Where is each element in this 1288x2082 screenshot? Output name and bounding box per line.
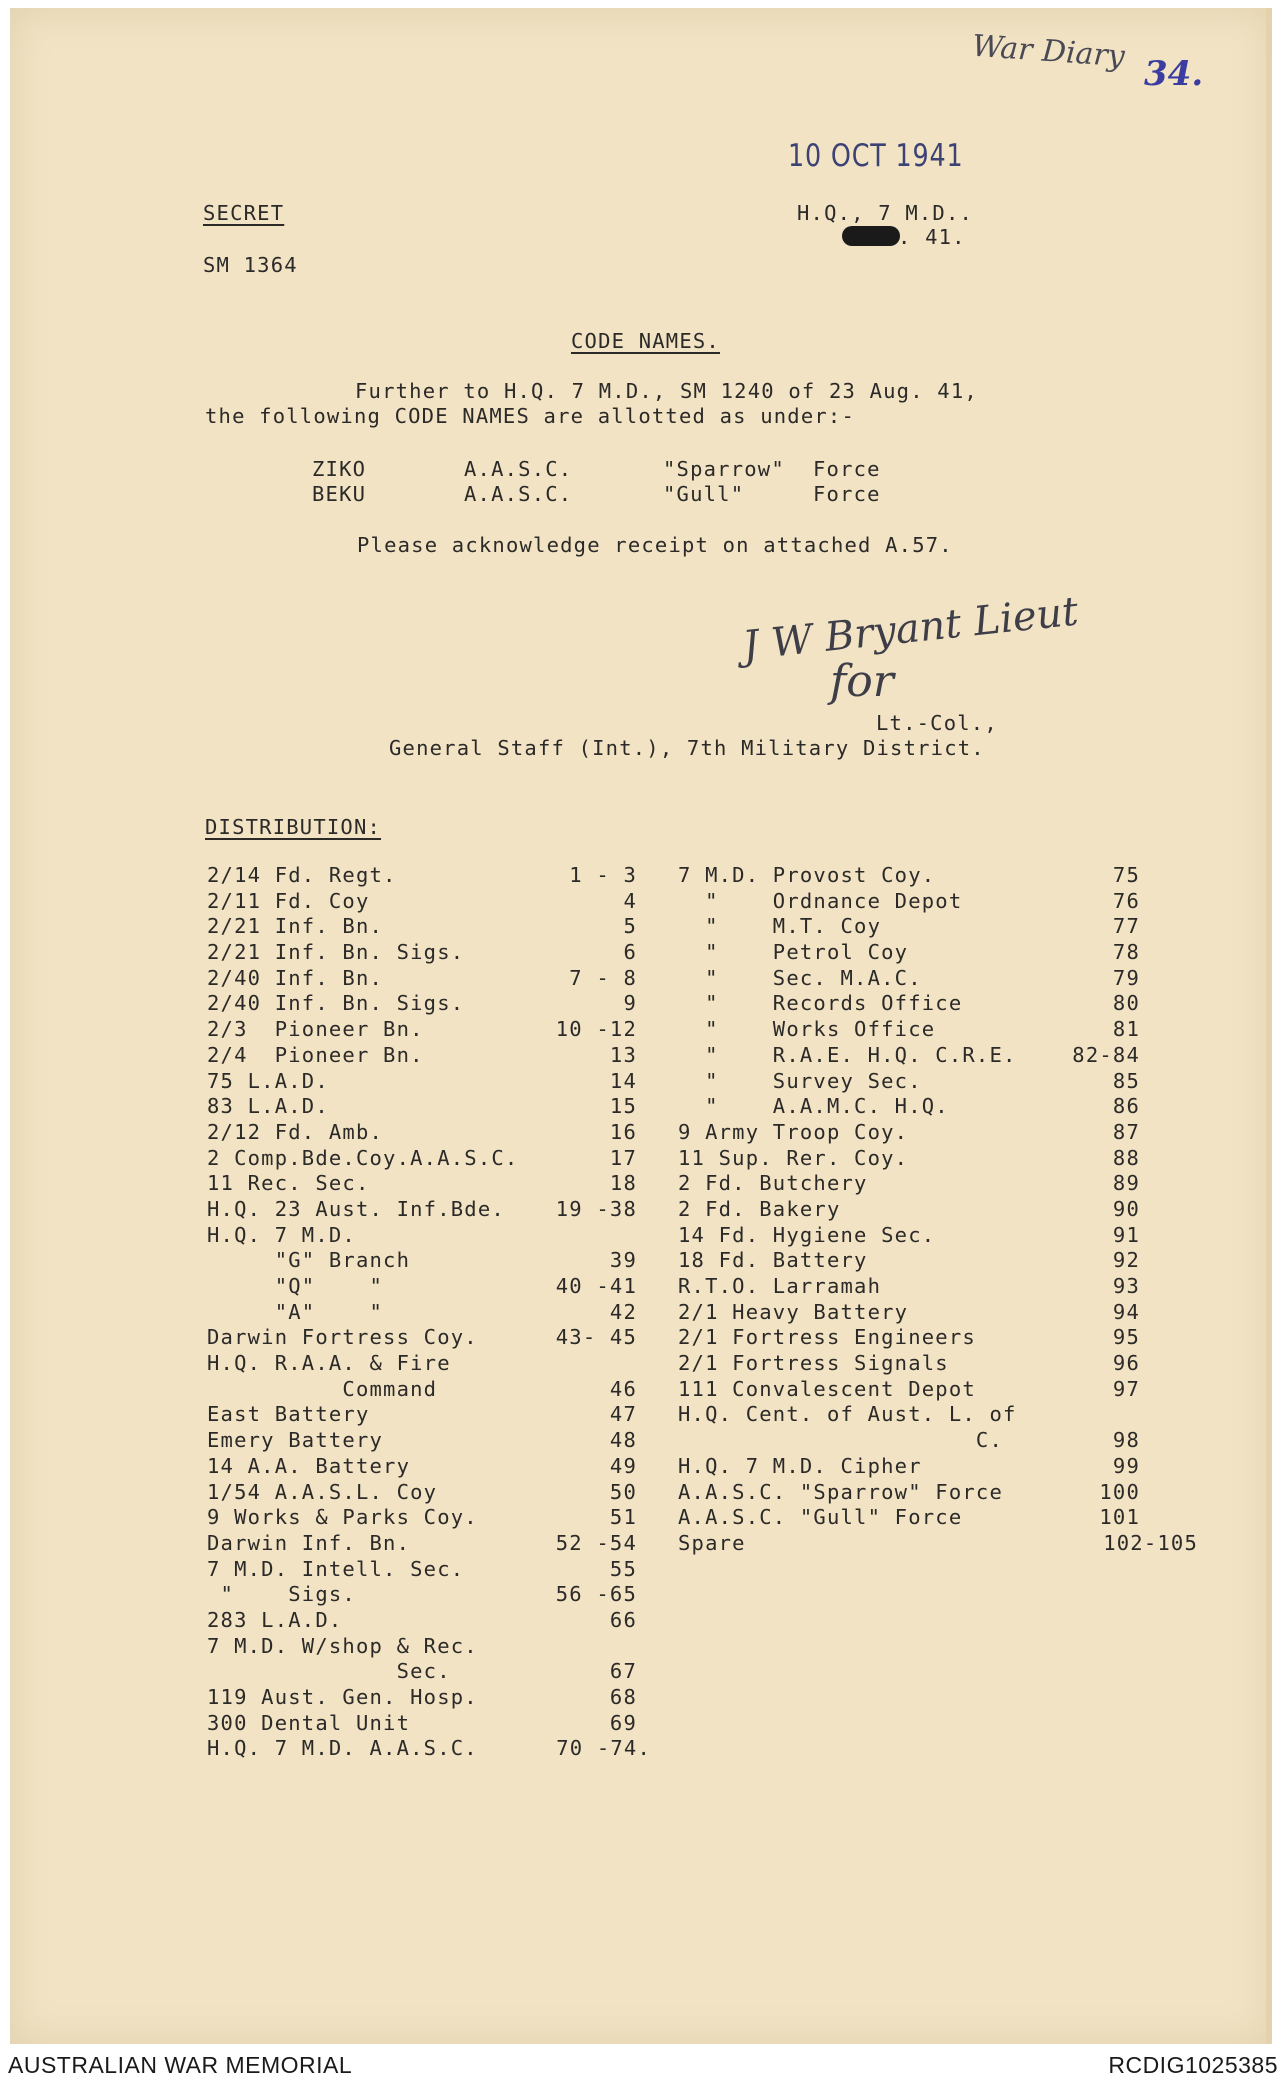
page-number: 34. — [1144, 54, 1204, 94]
code-name: ZIKO — [312, 457, 367, 481]
copy-number: 101 — [1099, 1505, 1140, 1530]
list-item — [678, 1479, 1198, 1505]
list-item — [207, 1735, 651, 1761]
list-item — [678, 1145, 1198, 1171]
code-force: "Sparrow" — [663, 457, 785, 481]
unit-name: " R.A.E. H.Q. C.R.E. — [678, 1042, 1017, 1067]
copy-number: 66 — [609, 1607, 637, 1632]
copy-number: 82-84 — [1072, 1042, 1140, 1067]
list-item — [207, 1119, 637, 1145]
signatory-rank: Lt.-Col., — [876, 711, 998, 735]
unit-name: " Sec. M.A.C. — [678, 965, 922, 990]
handwritten-for: for — [830, 656, 894, 707]
unit-name: 2/14 Fd. Regt. — [207, 863, 397, 887]
list-item — [207, 913, 637, 939]
archive-institution: AUSTRALIAN WAR MEMORIAL — [8, 2052, 353, 2078]
distribution-list-right — [678, 862, 1198, 1556]
list-item — [207, 1350, 637, 1376]
page-title: CODE NAMES. — [571, 329, 720, 353]
copy-number: 46 — [609, 1376, 637, 1401]
list-item — [678, 1222, 1198, 1248]
copy-number: 76 — [1112, 888, 1140, 913]
copy-number: 87 — [1112, 1119, 1140, 1144]
list-item — [678, 1016, 1198, 1042]
list-item — [207, 1556, 637, 1582]
list-item — [678, 965, 1198, 991]
unit-name: "G" Branch — [207, 1248, 411, 1273]
copy-number: 13 — [609, 1042, 637, 1067]
copy-number: 95 — [1112, 1325, 1140, 1350]
unit-name: H.Q. 7 M.D. — [207, 1222, 356, 1247]
list-item — [207, 1453, 637, 1479]
list-item — [207, 1658, 637, 1684]
list-item — [207, 1581, 637, 1607]
list-item — [207, 1479, 637, 1505]
copy-number: 43- 45 — [555, 1325, 637, 1350]
unit-name: H.Q. Cent. of Aust. L. of — [678, 1402, 1017, 1427]
copy-number: 78 — [1112, 940, 1140, 965]
unit-name: " Petrol Coy — [678, 940, 909, 965]
copy-number: 77 — [1112, 914, 1140, 939]
distribution-heading: DISTRIBUTION: — [205, 815, 382, 839]
copy-number: 9 — [623, 991, 637, 1016]
unit-name: " A.A.M.C. H.Q. — [678, 1094, 949, 1119]
copy-number: 47 — [609, 1402, 637, 1427]
unit-name: " Survey Sec. — [678, 1068, 922, 1093]
list-item — [678, 1068, 1198, 1094]
unit-name: 300 Dental Unit — [207, 1710, 411, 1735]
body-line-1: Further to H.Q. 7 M.D., SM 1240 of 23 Aug. 41, — [355, 379, 978, 403]
unit-name: 11 Rec. Sec. — [207, 1171, 370, 1196]
list-item — [678, 939, 1198, 965]
list-item — [207, 1273, 637, 1299]
list-item — [207, 862, 637, 888]
list-item — [207, 1299, 637, 1325]
list-item — [678, 1530, 1198, 1556]
copy-number: 96 — [1112, 1351, 1140, 1376]
list-item — [207, 1427, 637, 1453]
unit-name: 111 Convalescent Depot — [678, 1376, 976, 1401]
copy-number: 91 — [1112, 1222, 1140, 1247]
unit-name: 14 Fd. Hygiene Sec. — [678, 1222, 936, 1247]
unit-name: " Ordnance Depot — [678, 888, 963, 913]
unit-name: Command — [207, 1376, 438, 1401]
unit-name: 83 L.A.D. — [207, 1094, 329, 1119]
copy-number: 7 - 8 — [569, 965, 637, 990]
list-item — [207, 1170, 637, 1196]
list-item — [207, 1376, 637, 1402]
list-item — [207, 1145, 637, 1171]
archive-reference: RCDIG1025385 — [1108, 2052, 1278, 2078]
list-item — [207, 965, 637, 991]
page-edge — [1266, 8, 1272, 2044]
unit-name: 2 Comp.Bde.Coy.A.A.S.C. — [207, 1145, 519, 1170]
redaction-mark — [842, 226, 900, 246]
copy-number: 17 — [609, 1145, 637, 1170]
copy-number: 68 — [609, 1685, 637, 1709]
unit-name: 18 Fd. Battery — [678, 1248, 868, 1273]
unit-name: "Q" " — [207, 1274, 384, 1298]
unit-name: " M.T. Coy — [678, 914, 882, 939]
copy-number: 5 — [623, 914, 637, 939]
document-reference: SM 1364 — [203, 253, 298, 277]
unit-name: 2/1 Fortress Signals — [678, 1351, 949, 1376]
copy-number: 55 — [609, 1556, 637, 1581]
unit-name: 14 A.A. Battery — [207, 1453, 411, 1478]
list-item — [678, 1401, 1198, 1427]
unit-name: Emery Battery — [207, 1428, 384, 1453]
copy-number: 40 -41 — [555, 1274, 637, 1298]
list-item — [678, 913, 1198, 939]
list-item — [207, 1401, 637, 1427]
list-item — [207, 1324, 637, 1350]
copy-number: 92 — [1112, 1248, 1140, 1273]
unit-name: H.Q. R.A.A. & Fire — [207, 1351, 451, 1376]
copy-number: 88 — [1112, 1145, 1140, 1170]
list-item — [207, 1068, 637, 1094]
list-item — [678, 990, 1198, 1016]
copy-number: 48 — [609, 1428, 637, 1453]
origin-line-2: . 41. — [898, 225, 966, 249]
date-stamp: 10 OCT 1941 — [788, 138, 964, 174]
copy-number: 90 — [1112, 1196, 1140, 1221]
unit-name: "A" " — [207, 1299, 384, 1324]
copy-number: 81 — [1112, 1017, 1140, 1042]
list-item — [678, 1453, 1198, 1479]
code-force-label: Force — [813, 457, 881, 481]
unit-name: 9 Works & Parks Coy. — [207, 1505, 478, 1530]
list-item — [678, 1504, 1198, 1530]
list-item — [207, 1710, 637, 1736]
unit-name: 9 Army Troop Coy. — [678, 1119, 909, 1144]
copy-number: 16 — [609, 1119, 637, 1144]
unit-name: H.Q. 7 M.D. A.A.S.C. — [207, 1736, 478, 1761]
copy-number: 49 — [609, 1453, 637, 1478]
copy-number: 89 — [1112, 1171, 1140, 1196]
list-item — [678, 1247, 1198, 1273]
copy-number: 99 — [1112, 1453, 1140, 1478]
copy-number: 67 — [609, 1659, 637, 1684]
copy-number: 6 — [623, 940, 637, 965]
copy-number: 15 — [609, 1094, 637, 1119]
list-item — [678, 1299, 1198, 1325]
unit-name: 2/1 Heavy Battery — [678, 1299, 909, 1324]
unit-name: Darwin Inf. Bn. — [207, 1530, 411, 1555]
unit-name: R.T.O. Larramah — [678, 1274, 882, 1298]
list-item — [678, 1273, 1198, 1299]
list-item — [678, 1196, 1198, 1222]
list-item — [207, 939, 637, 965]
code-name: BEKU — [312, 482, 367, 506]
copy-number: 79 — [1112, 965, 1140, 990]
unit-name: East Battery — [207, 1402, 370, 1427]
list-item — [678, 1324, 1198, 1350]
list-item — [207, 990, 637, 1016]
code-force: "Gull" — [663, 482, 745, 506]
list-item — [207, 1607, 637, 1633]
copy-number: 97 — [1112, 1376, 1140, 1401]
copy-number: 93 — [1112, 1274, 1140, 1298]
unit-name: Darwin Fortress Coy. — [207, 1325, 478, 1350]
list-item — [678, 1119, 1198, 1145]
unit-name: A.A.S.C. "Sparrow" Force — [678, 1479, 1004, 1504]
copy-number: 102-105 — [1103, 1530, 1198, 1555]
copy-number: 39 — [609, 1248, 637, 1273]
copy-number: 98 — [1112, 1428, 1140, 1453]
list-item — [207, 1196, 637, 1222]
copy-number: 69 — [609, 1710, 637, 1735]
copy-number: 14 — [609, 1068, 637, 1093]
copy-number: 18 — [609, 1171, 637, 1196]
unit-name: H.Q. 7 M.D. Cipher — [678, 1453, 922, 1478]
handwritten-war-diary: War Diary — [970, 28, 1126, 75]
handwritten-signature: J W Bryant Lieut — [740, 588, 1081, 670]
list-item — [207, 1016, 637, 1042]
copy-number: 75 — [1112, 863, 1140, 887]
code-unit: A.A.S.C. — [464, 457, 573, 481]
copy-number: 80 — [1112, 991, 1140, 1016]
unit-name: 7 M.D. W/shop & Rec. — [207, 1633, 478, 1658]
list-item — [678, 1093, 1198, 1119]
unit-name: 2 Fd. Butchery — [678, 1171, 868, 1196]
copy-number: 52 -54 — [555, 1530, 637, 1555]
list-item — [678, 888, 1198, 914]
acknowledge-line: Please acknowledge receipt on attached A.57. — [357, 533, 953, 557]
unit-name: 2/1 Fortress Engineers — [678, 1325, 976, 1350]
unit-name: 75 L.A.D. — [207, 1068, 329, 1093]
unit-name: 2/40 Inf. Bn. — [207, 965, 384, 990]
unit-name: Spare — [678, 1530, 746, 1555]
unit-name: 7 M.D. Intell. Sec. — [207, 1556, 465, 1581]
code-unit: A.A.S.C. — [464, 482, 573, 506]
copy-number: 1 - 3 — [569, 863, 637, 887]
list-item — [678, 1350, 1198, 1376]
distribution-list-left — [207, 862, 651, 1761]
unit-name: 7 M.D. Provost Coy. — [678, 863, 936, 887]
unit-name: 1/54 A.A.S.L. Coy — [207, 1479, 438, 1504]
list-item — [207, 1530, 637, 1556]
list-item — [207, 1093, 637, 1119]
list-item — [678, 1042, 1198, 1068]
unit-name: H.Q. 23 Aust. Inf.Bde. — [207, 1196, 505, 1221]
copy-number: 86 — [1112, 1094, 1140, 1119]
copy-number: 70 -74. — [556, 1736, 651, 1761]
signatory-office: General Staff (Int.), 7th Military District. — [389, 736, 985, 760]
code-force-label: Force — [813, 482, 881, 506]
list-item — [207, 1504, 637, 1530]
unit-name: 11 Sup. Rer. Coy. — [678, 1145, 909, 1170]
unit-name: 2/12 Fd. Amb. — [207, 1119, 384, 1144]
list-item — [678, 862, 1198, 888]
copy-number: 85 — [1112, 1068, 1140, 1093]
copy-number: 10 -12 — [555, 1017, 637, 1042]
unit-name: 2/21 Inf. Bn. Sigs. — [207, 940, 465, 965]
classification-heading: SECRET — [203, 201, 285, 225]
list-item — [207, 888, 637, 914]
unit-name: 283 L.A.D. — [207, 1607, 343, 1632]
unit-name: 2/3 Pioneer Bn. — [207, 1017, 424, 1042]
list-item — [207, 1247, 637, 1273]
unit-name: Sec. — [207, 1659, 451, 1684]
copy-number: 4 — [623, 888, 637, 913]
unit-name: C. — [678, 1428, 1004, 1453]
copy-number: 51 — [609, 1505, 637, 1530]
unit-name: " Records Office — [678, 991, 963, 1016]
unit-name: 2/4 Pioneer Bn. — [207, 1042, 424, 1067]
unit-name: 2/40 Inf. Bn. Sigs. — [207, 991, 465, 1016]
list-item — [207, 1633, 637, 1659]
unit-name: A.A.S.C. "Gull" Force — [678, 1505, 963, 1530]
copy-number: 94 — [1112, 1299, 1140, 1324]
unit-name: 2/11 Fd. Coy — [207, 888, 370, 913]
body-line-2: the following CODE NAMES are allotted as under:- — [205, 404, 856, 428]
copy-number: 42 — [609, 1299, 637, 1324]
unit-name: " Sigs. — [207, 1582, 356, 1607]
unit-name: " Works Office — [678, 1017, 936, 1042]
unit-name: 2 Fd. Bakery — [678, 1196, 841, 1221]
copy-number: 100 — [1099, 1479, 1140, 1504]
copy-number: 19 -38 — [555, 1196, 637, 1221]
origin-line-1: H.Q., 7 M.D.. — [797, 201, 974, 225]
copy-number: 50 — [609, 1479, 637, 1504]
unit-name: 119 Aust. Gen. Hosp. — [207, 1685, 478, 1709]
list-item — [678, 1427, 1198, 1453]
list-item — [678, 1376, 1198, 1402]
list-item — [207, 1042, 637, 1068]
unit-name: 2/21 Inf. Bn. — [207, 914, 384, 939]
list-item — [678, 1170, 1198, 1196]
list-item — [207, 1222, 637, 1248]
list-item — [207, 1684, 637, 1710]
copy-number: 56 -65 — [555, 1582, 637, 1607]
